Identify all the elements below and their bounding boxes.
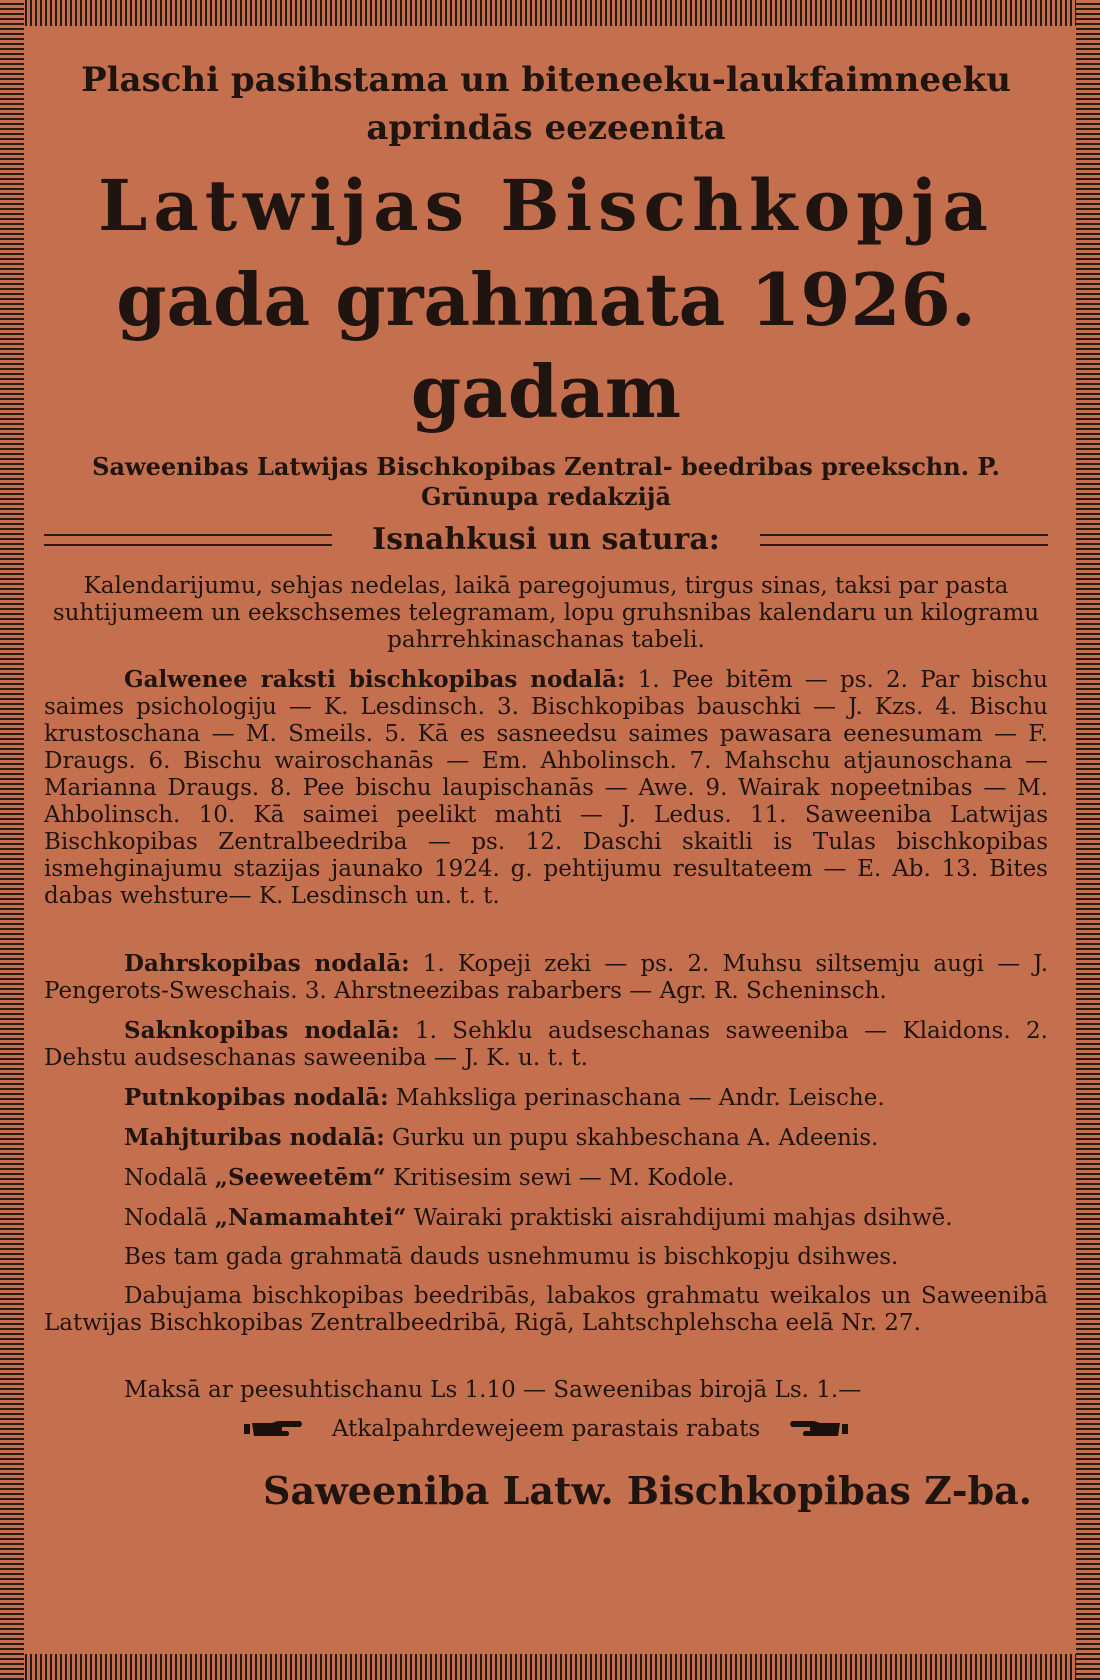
editor-line: Saweenibas Latwijas Bischkopibas Zentral- beedribas preekschn. P. Grūnupa redakzijā <box>92 452 1000 511</box>
section-hostess-text: Wairaki praktiski aisrahdijumi mahjas dsihwē. <box>413 1205 953 1231</box>
section-women-prefix: Nodalā <box>124 1165 208 1191</box>
double-rule-right <box>760 534 1048 546</box>
hatched-border-top <box>0 0 1100 26</box>
section-root <box>44 1017 1048 1072</box>
section-household-text: Gurku un pupu skahbeschana A. Adeenis. <box>392 1125 879 1151</box>
contents-heading: Isnahkusi un satura: <box>372 522 720 557</box>
availability-text: Dabujama bischkopibas beedribās, labakos grahmatu weikalos un Saweenibā Latwijas Bischkopibas Zentralbeedribā, Rigā, Lahtschplehscha eelā Nr. 27. <box>44 1283 1048 1336</box>
ad-title: Latwijas Bischkopja <box>98 164 994 247</box>
section-main <box>44 666 1048 910</box>
section-poultry-label: Putnkopibas nodalā: <box>124 1084 389 1111</box>
section-main-label: Galwenee raksti bischkopibas nodalā: <box>124 666 626 693</box>
signature: Saweeniba Latw. Bischkopibas Z-ba. <box>263 1468 1032 1513</box>
hatched-border-right <box>1076 0 1100 1680</box>
intro-line: Plaschi pasihstama un biteneeku-laukfaimneeku aprindās eezeenita <box>81 60 1011 148</box>
section-women <box>44 1164 1048 1192</box>
ad-content <box>44 56 1048 1513</box>
discount-text: Atkalpahrdewejeem parastais rabats <box>331 1416 761 1442</box>
section-women-label: „Seeweetēm“ <box>214 1164 386 1191</box>
section-hostess <box>44 1204 1048 1232</box>
section-garden <box>44 950 1048 1005</box>
contents-heading-row <box>44 522 1048 557</box>
double-rule-left <box>44 534 332 546</box>
hatched-border-bottom <box>0 1654 1100 1680</box>
hatched-border-left <box>0 0 24 1680</box>
section-hostess-prefix: Nodalā <box>124 1205 208 1231</box>
besides-text: Bes tam gada grahmatā dauds usnehmumu is bischkopju dsihwes. <box>124 1244 899 1270</box>
section-root-label: Saknkopibas nodalā: <box>124 1017 400 1044</box>
section-hostess-label: „Namamahtei“ <box>214 1204 407 1231</box>
pointing-hand-left-icon <box>786 1418 850 1440</box>
section-poultry-text: Mahksliga perinaschana — Andr. Leische. <box>395 1085 885 1111</box>
section-garden-text: 1. Kopeji zeki — ps. 2. Muhsu siltsemju augi — J. Pengerots-Sweschais. 3. Ahrstneezibas rabarbers — Agr. R. Scheninsch. <box>44 951 1049 1004</box>
discount-row <box>44 1416 1048 1442</box>
contents-intro: Kalendarijumu, sehjas nedelas, laikā paregojumus, tirgus sinas, taksi par pasta suhtijumeem un eekschsemes telegramam, lopu gruhsnibas kalendaru un kilogramu pahrrehkinaschanas tabeli. <box>52 573 1040 653</box>
section-household <box>44 1124 1048 1152</box>
section-women-text: Kritisesim sewi — M. Kodole. <box>393 1165 735 1191</box>
ad-subtitle: gada grahmata 1926. gadam <box>116 257 976 434</box>
pointing-hand-right-icon <box>242 1418 306 1440</box>
section-main-text: 1. Pee bitēm — ps. 2. Par bischu saimes psichologiju — K. Lesdinsch. 3. Bischkopibas bauschki — J. Kzs. 4. Bischu krustoschana — M. Smeils. 5. Kā es sasneedsu saimes pawasara eenesumam — F. Draugs. 6. Bischu wairoschanās — Em. Ahbolinsch. 7. Mahschu atjaunoschana — Marianna Draugs. 8. Pee bischu laupischanās — Awe. 9. Wairak nopeetnibas — M. Ahbolinsch. 10. Kā saimei peelikt mahti — J. Ledus. 11. Saweeniba Latwijas Bischkopibas Zentralbeedriba — ps. 12. Daschi skaitli is Tulas bischkopibas ismehginajumu stazijas jaunako 1924. g. pehtijumu resultateem — E. Ab. 13. Bites dabas wehsture— K. Lesdinsch un. t. t. <box>44 667 1048 909</box>
section-household-label: Mahjturibas nodalā: <box>124 1124 385 1151</box>
price-text: Maksā ar peesuhtischanu Ls 1.10 — Saweenibas birojā Ls. 1.— <box>124 1377 862 1403</box>
section-root-text: 1. Sehklu audseschanas saweeniba — Klaidons. 2. Dehstu audseschanas saweeniba — J. K. u. t. t. <box>44 1018 1048 1071</box>
section-garden-label: Dahrskopibas nodalā: <box>124 950 410 977</box>
section-poultry <box>44 1084 1048 1112</box>
